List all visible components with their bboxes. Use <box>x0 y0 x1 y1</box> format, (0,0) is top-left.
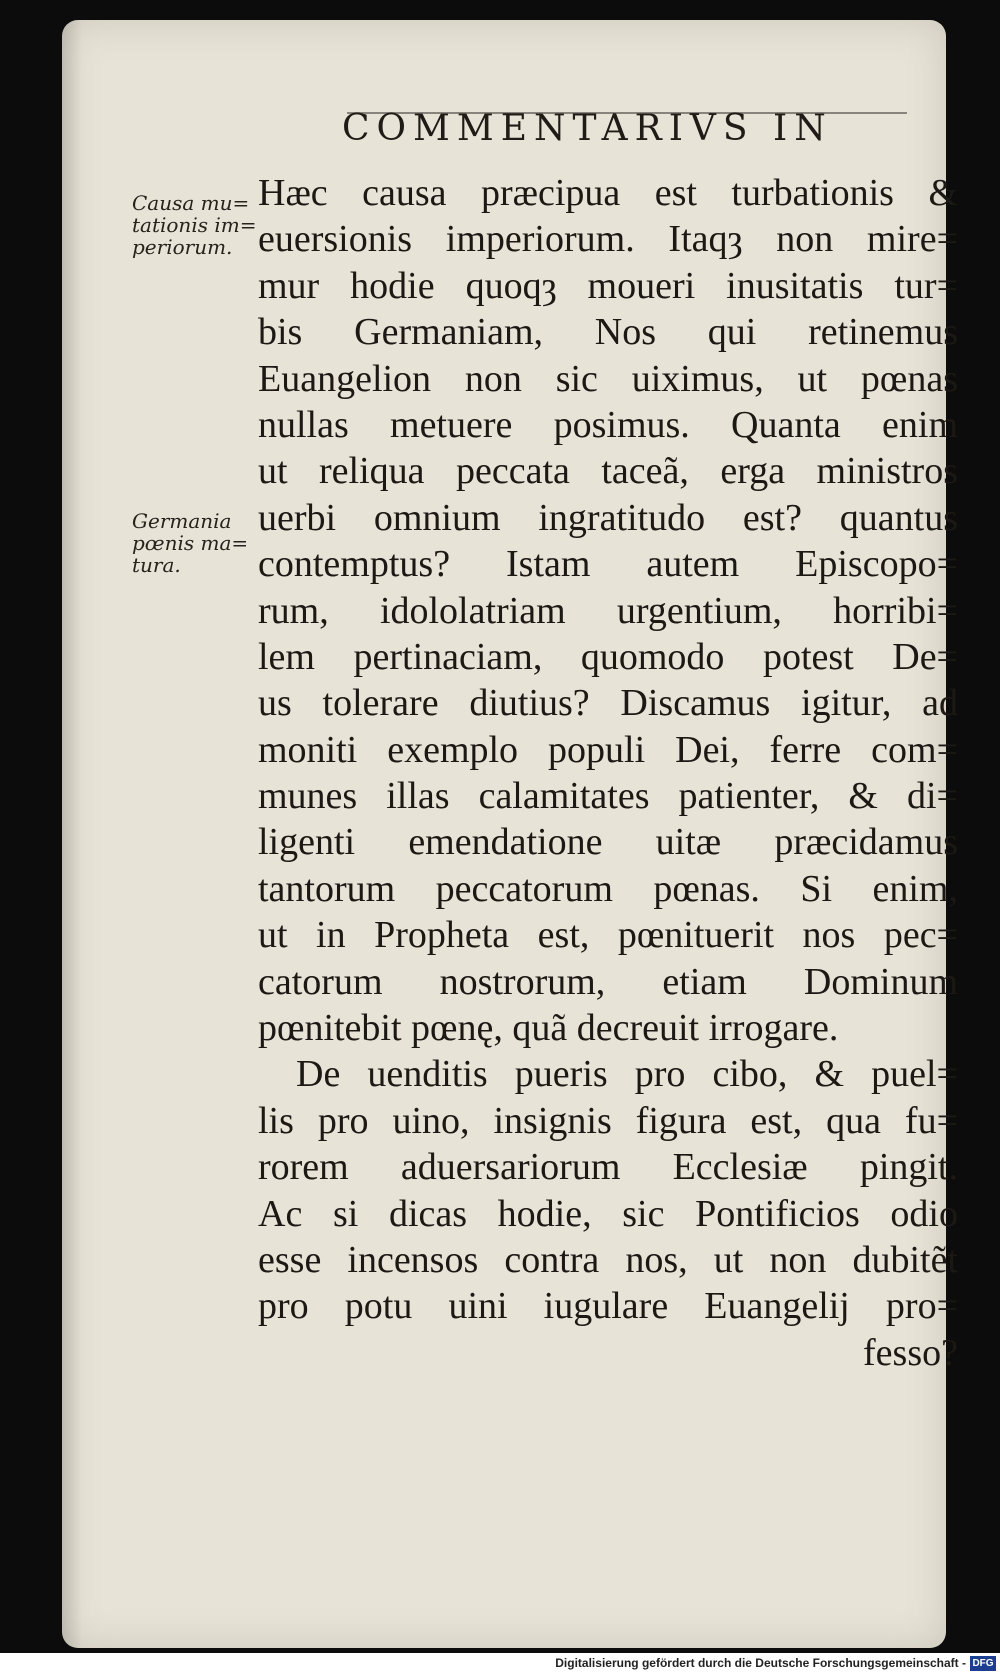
marginal-note-line: tura. <box>132 553 181 577</box>
text-line: pro potu uini iugulare Euangelĳ pro= <box>258 1285 958 1328</box>
marginal-note-line: pœnis ma= <box>132 531 249 555</box>
catchword: fesso? <box>863 1331 958 1374</box>
digitization-footer <box>0 1653 1000 1675</box>
marginal-note-line: Causa mu= <box>132 191 250 215</box>
dfg-logo-icon: DFG <box>970 1656 996 1671</box>
text-line: munes illas calamitates patienter, & di= <box>258 775 958 818</box>
book-page <box>62 20 958 1648</box>
text-line: euersionis imperiorum. Itaqȝ non mire= <box>258 218 958 261</box>
text-line: catorum nostrorum, etiam Dominum <box>258 960 958 1003</box>
marginal-note-line: Germania <box>132 509 232 533</box>
text-line: rum, idololatriam urgentium, horribi= <box>258 589 958 632</box>
text-line: tantorum peccatorum pœnas. Si enim, <box>258 867 958 910</box>
main-text-block <box>258 170 958 1376</box>
text-line: Ac si dicas hodie, sic Pontificios odio <box>258 1192 958 1235</box>
marginal-note-germania <box>132 510 272 576</box>
text-line: esse incensos contra nos, ut non dubitẽt <box>258 1238 958 1281</box>
gutter-shadow <box>62 20 82 1648</box>
text-line: bis Germaniam, Nos qui retinemus <box>258 311 958 354</box>
text-line: ut reliqua peccata taceã, erga ministros <box>258 450 958 493</box>
text-line: Euangelion non sic uiximus, ut pœnas <box>258 357 958 400</box>
text-line: uerbi omnium ingratitudo est? quantus <box>258 496 958 539</box>
text-line: contemptus? Istam autem Episcopo= <box>258 543 958 586</box>
marginal-note-line: tationis im= <box>132 213 257 237</box>
text-line: mur hodie quoqȝ moueri inusitatis tur= <box>258 264 958 307</box>
funding-credit: Digitalisierung gefördert durch die Deutsche Forschungsgemeinschaft - <box>555 1656 966 1670</box>
text-line: ligenti emendatione uitæ præcidamus <box>258 821 958 864</box>
marginal-note-line: periorum. <box>132 235 233 259</box>
text-line: rorem aduersariorum Ecclesiæ pingit. <box>258 1146 958 1189</box>
text-line: ut in Propheta est, pœnituerit nos pec= <box>258 914 958 957</box>
marginal-note-causa <box>132 192 272 258</box>
text-line: moniti exemplo populi Dei, ferre com= <box>258 728 958 771</box>
running-head: COMMENTARIVS IN <box>342 108 833 149</box>
text-line: lem pertinaciam, quomodo potest De= <box>258 635 958 678</box>
text-line-paragraph-start: De uenditis pueris pro cibo, & puel= <box>296 1053 958 1096</box>
text-line: Hæc causa præcipua est turbationis & <box>258 172 958 214</box>
text-line: us tolerare diutius? Discamus igitur, ad <box>258 682 958 725</box>
text-line: nullas metuere posimus. Quanta enim <box>258 403 958 446</box>
text-line: pœnitebit pœnę, quã decreuit irrogare. <box>258 1007 839 1050</box>
text-line: lis pro uino, insignis figura est, qua fu= <box>258 1099 958 1142</box>
